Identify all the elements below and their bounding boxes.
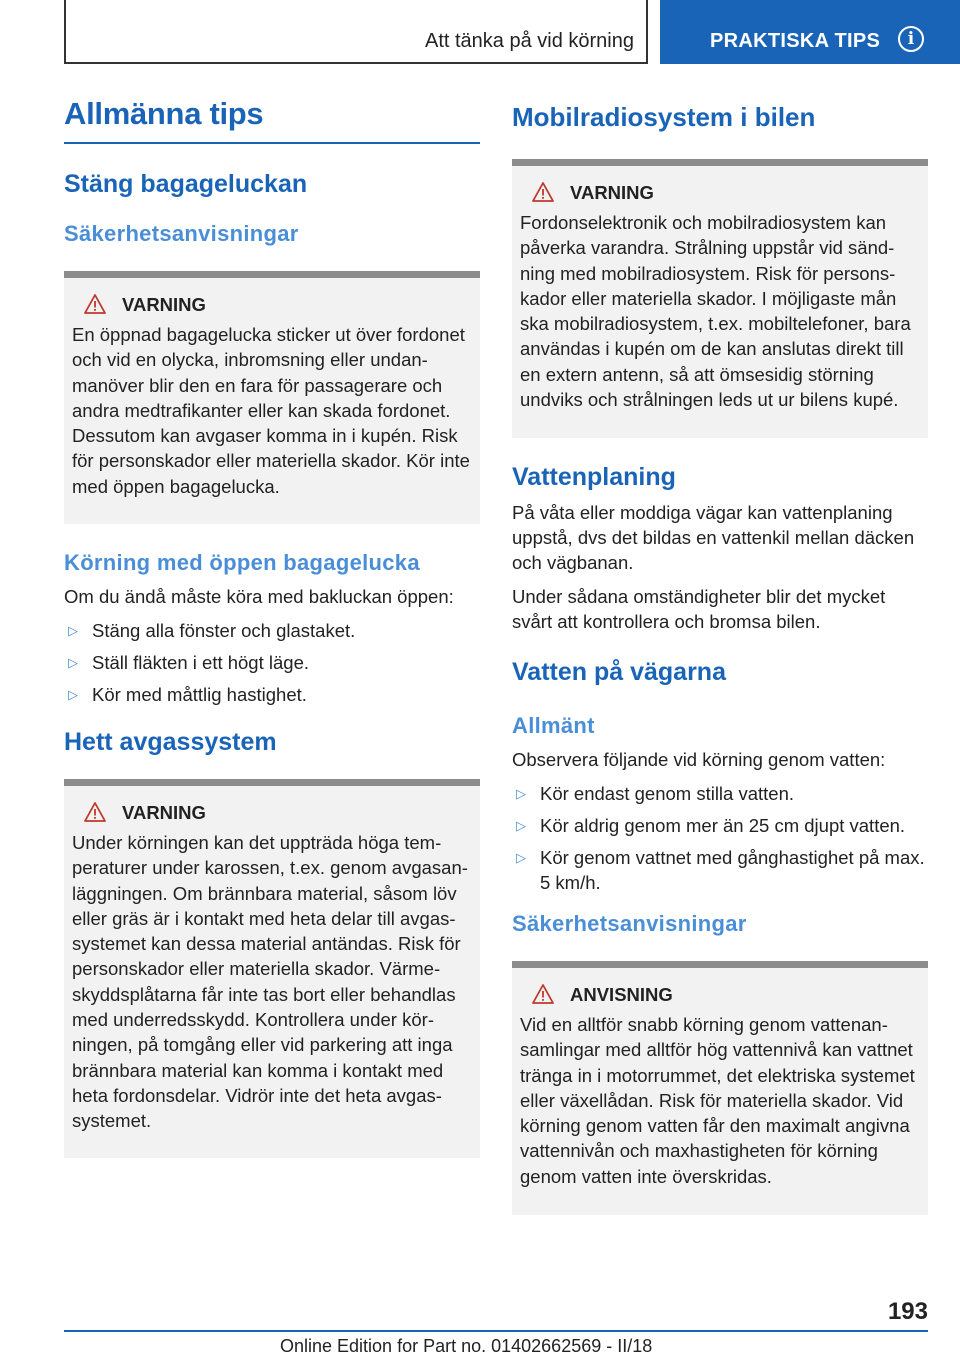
footer-edition-text: Online Edition for Part no. 01402662569 - II/18 (280, 1336, 653, 1356)
list-item: ▷ Kör genom vattnet med gånghastighet på max. 5 km/h. (516, 847, 925, 893)
warning-triangle-icon (532, 182, 554, 202)
warning-box-exhaust (64, 779, 480, 1158)
section-title-hot-exhaust: Hett avgassystem (64, 728, 277, 756)
bullet-triangle-icon: ▷ (68, 655, 78, 670)
warning-text: Fordonselektronik och mobilradiosystem kan påverka varandra. Strålning uppstår vid sändning med mobilradiosystem. Risk för personskador eller materiella skador. I möjligaste mån ska mobilradiosystem, t.ex. mobiltelefoner, bara användas i kupén om de kan anslutas direkt till en extern antenn, så att ömsesidig störning undviks och strålningen leds ut ur bilens kupé. (520, 212, 911, 411)
subsection-title-driving-open-trunk: Körning med öppen bagagelucka (64, 550, 420, 575)
section-title-aquaplaning: Vattenplaning (512, 463, 676, 491)
list-item: ▷ Kör endast genom stilla vatten. (516, 783, 795, 804)
warning-triangle-icon (84, 802, 106, 822)
list-item: ▷ Kör med måttlig hastighet. (68, 684, 307, 705)
paragraph-aquaplaning: På våta eller moddiga vägar kan vattenplaning uppstå, dvs det bildas en vattenkil mellan däcken och vägbanan. (512, 502, 915, 573)
header-chapter-label: PRAKTISKA TIPS (710, 30, 881, 52)
warning-text: Under körningen kan det uppträda höga temperaturer under karossen, t.ex. genom avgasanläggningen. Om brännbara material, såsom löv eller gräs är i kontakt med heta delar till avgassystemet kan dessa material antändas. Risk för personskador eller materiella skador. Värmeskyddsplåtarna får inte tas bort eller behandlas med underredsskydd. Kontrollera under körningen, på tomgång eller vid parkering att inga brännbara material kan komma i kontakt med heta fordonsdelar. Vidrör inte det heta avgassystemet. (72, 832, 468, 1132)
right-column (512, 102, 928, 1215)
warning-text: En öppnad bagagelucka sticker ut över fordonet och vid en olycka, inbromsning eller undanmanöver blir den en fara för passagerare och andra medtrafikanter eller kan skada fordonet. Dessutom kan avgaser komma in i kupén. Risk för personskador eller materiella skador. Kör inte med öppen bagagelucka. (72, 324, 470, 497)
warning-triangle-icon (84, 294, 106, 314)
paragraph-intro: Om du ändå måste köra med bakluckan öppen: (64, 586, 454, 607)
header-section-label[interactable]: Att tänka på vid körning (424, 30, 634, 52)
warning-title (532, 180, 920, 206)
notice-title (532, 982, 920, 1008)
subsection-title-safety: Säkerhetsanvisningar (512, 911, 747, 936)
info-icon: i (898, 26, 924, 52)
page-title: Allmänna tips (64, 96, 480, 144)
bullet-triangle-icon: ▷ (516, 786, 526, 801)
list-item: ▷ Ställ fläkten i ett högt läge. (68, 652, 309, 673)
warning-label: VARNING (122, 294, 206, 315)
notice-label: ANVISNING (570, 984, 673, 1005)
bullet-triangle-icon: ▷ (516, 818, 526, 833)
notice-box-water (512, 961, 928, 1215)
warning-box-mobile-radio (512, 159, 928, 438)
section-title-water-on-roads: Vatten på vägarna (512, 658, 726, 686)
section-title-mobile-radio: Mobilradiosystem i bilen (512, 102, 816, 132)
header-chapter-tab[interactable] (660, 0, 960, 64)
warning-title (84, 292, 472, 318)
page-number: 193 (887, 1298, 928, 1325)
paragraph-aquaplaning-control: Under sådana omständigheter blir det mycket svårt att kontrollera och bromsa bilen. (512, 586, 886, 632)
warning-triangle-icon (532, 984, 554, 1004)
subsection-title-safety: Säkerhetsanvisningar (64, 221, 299, 246)
bullet-triangle-icon: ▷ (68, 623, 78, 638)
section-title-close-trunk: Stäng bagageluckan (64, 170, 308, 198)
warning-label: VARNING (570, 182, 654, 203)
subsection-title-general: Allmänt (512, 713, 595, 738)
list-item: ▷ Kör aldrig genom mer än 25 cm djupt vatten. (516, 815, 906, 836)
header-section-box (64, 0, 648, 64)
bullet-triangle-icon: ▷ (68, 687, 78, 702)
warning-label: VARNING (122, 802, 206, 823)
warning-box-trunk (64, 271, 480, 524)
warning-title (84, 800, 472, 826)
list-item: ▷ Stäng alla fönster och glastaket. (68, 620, 356, 641)
bullet-list-water (512, 781, 928, 895)
notice-text: Vid en alltför snabb körning genom vattenansamlingar med alltför hög vattennivå kan vattnet tränga in i motorrummet, det elektriska systemet eller växellådan. Risk för materiella skador. Vid körning genom vatten får den maximalt angivna vattennivån och maxhastigheten för körning genom vatten inte överskridas. (520, 1014, 915, 1187)
bullet-triangle-icon: ▷ (516, 850, 526, 865)
bullet-list-open-trunk (64, 618, 480, 707)
footer-divider (64, 1330, 928, 1332)
left-column (64, 96, 480, 1158)
paragraph-water-intro: Observera följande vid körning genom vatten: (512, 749, 886, 770)
